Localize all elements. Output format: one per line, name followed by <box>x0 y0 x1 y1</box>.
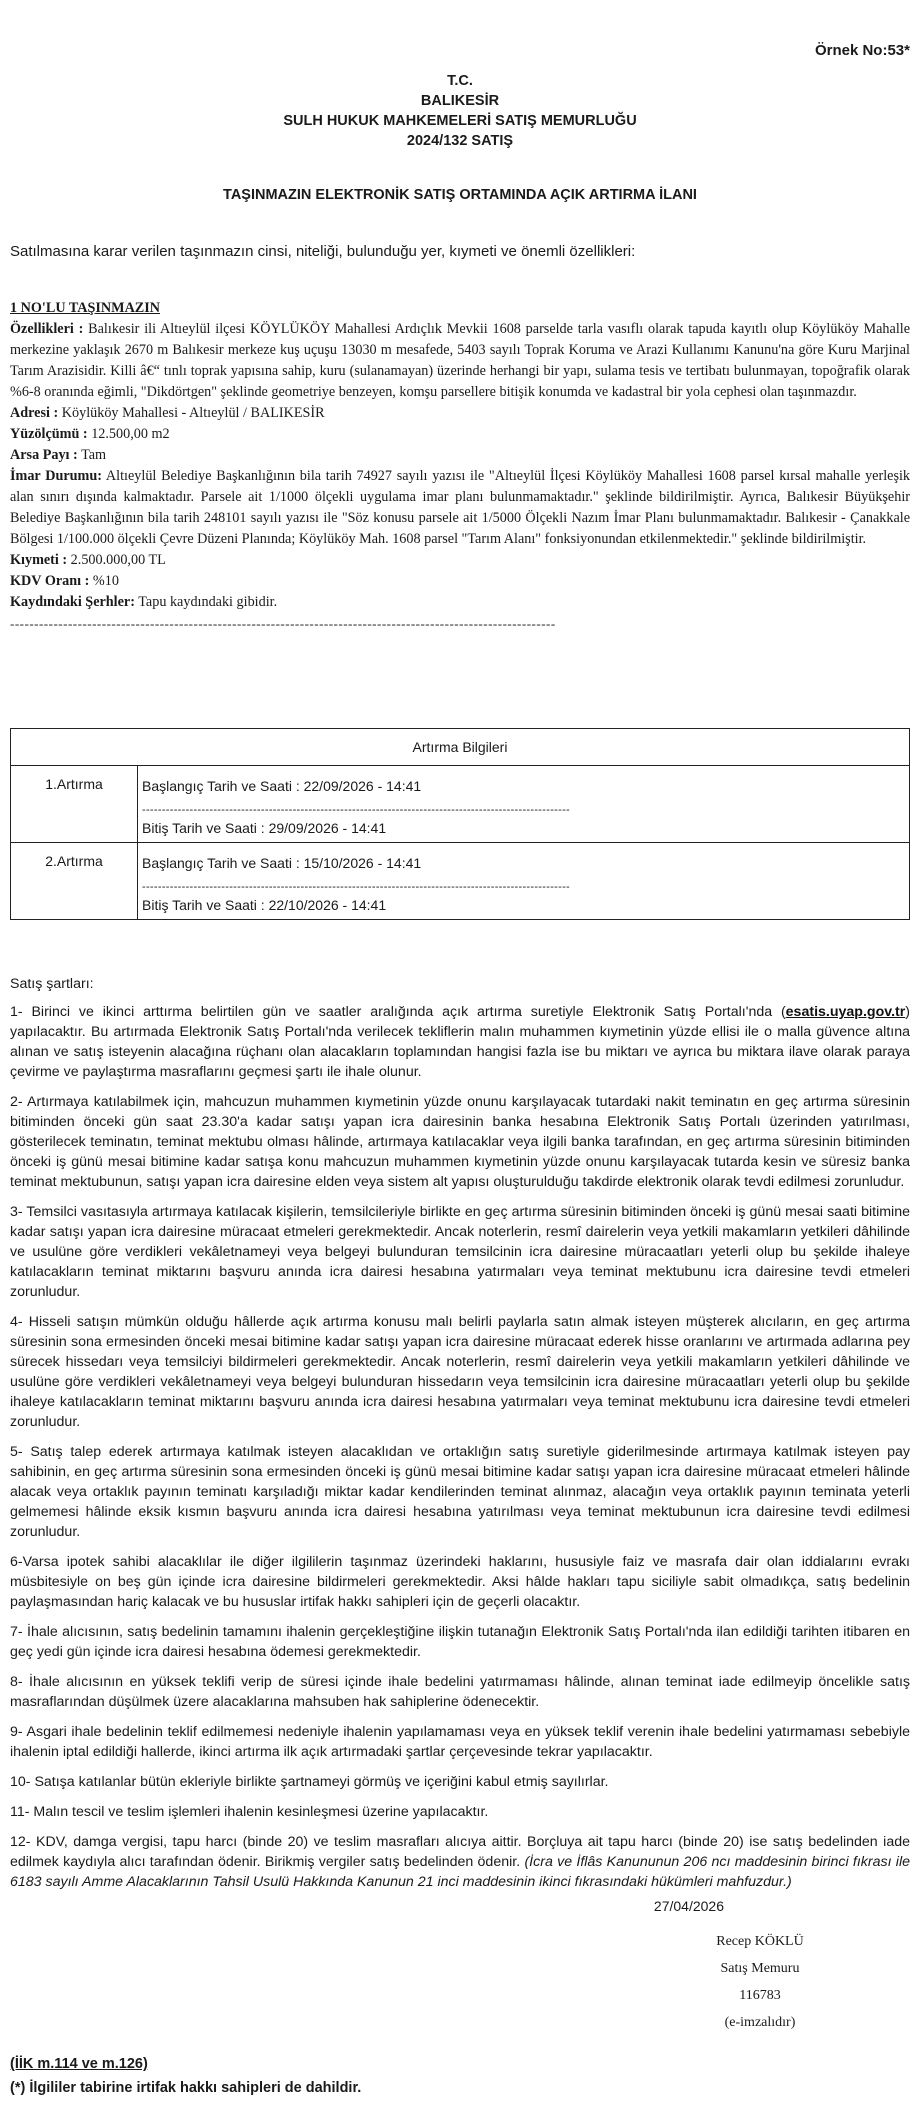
signer-role: Satış Memuru <box>720 1961 800 1976</box>
auction-dates-2 <box>138 843 910 920</box>
signature-block <box>700 1928 820 2036</box>
condition-9: 9- Asgari ihale bedelinin teklif edilmemesi nedeniyle ihalenin yapılamaması veya en yüksek teklif verenin ihale bedelini yatırmaması sebebiyle ihalenin iptal edildiği hallerde, ikinci artırma ilk açık artırmadaki şartlar çerçevesinde tekrar yapılacaktır. <box>10 1724 910 1760</box>
property-heading: 1 NO'LU TAŞINMAZIN <box>10 300 161 316</box>
auction-table-header: Artırma Bilgileri <box>11 729 910 766</box>
condition-12: 12- KDV, damga vergisi, tapu harcı (binde 20) ve teslim masrafları alıcıya aittir. Borçluya ait tapu harcı (binde 20) ise satış bedelinden iade edilmek kaydıyla alıcı tarafından ödenir. Birikmiş vergiler satış bedelinden ödenir. (İcra ve İflâs Kanununun 206 ncı maddesinin birinci fıkrası ile 6183 sayılı Amme Alacaklarının Tahsil Usulü Hakkında Kanunun 21 inci maddesinin ikinci fıkrasındaki hükümleri mahfuzdur.) <box>10 1834 910 1890</box>
table-row <box>11 766 910 843</box>
footnote: (*) İlgililer tabirine irtifak hakkı sahipleri de dahildir. <box>10 2080 362 2096</box>
conditions-lead: Satış şartları: <box>10 976 94 992</box>
auction-end-2: Bitiş Tarih ve Saati : 22/10/2026 - 14:41 <box>142 897 387 913</box>
signer-name: Recep KÖKLÜ <box>716 1934 804 1949</box>
condition-3: 3- Temsilci vasıtasıyla artırmaya katılacak kişilerin, temsilcileriyle birlikte en geç artırma süresinin bitiminden önceki iş günü mesai saati bitimine kadar satışı yapan icra dairesine müracaat etmeleri gerekmektedir. Ancak noterlerin, resmî dairelerin veya yetkili makamların yetkileri dâhilinde ve usulüne göre verdikleri vekâletnameyi veya belgeyi bulunduran temsilcinin icra dairesine müracaatları yeterli olup bu şekilde ihaleye katılacakların teminat miktarını başvuru anında icra dairesi hesabına yatırmaları veya teminat mektubunu icra dairesine tevdi etmeleri zorunludur. <box>10 1204 910 1300</box>
auction-end-1: Bitiş Tarih ve Saati : 29/09/2026 - 14:41 <box>142 820 387 836</box>
auction-start-1: Başlangıç Tarih ve Saati : 22/09/2026 - 14:41 <box>142 778 422 794</box>
property-encumbrance: Kaydındaki Şerhler: Tapu kaydındaki gibidir. <box>10 594 278 610</box>
condition-7: 7- İhale alıcısının, satış bedelinin tamamını ihalenin gerçekleştiğine ilişkin tutanağın Elektronik Satış Portalı'nda ilan edildiği tarihten itibaren en geç yedi gün içinde icra dairesi hesabına ödemesi gerekmektedir. <box>10 1624 910 1660</box>
sign-date: 27/04/2026 <box>653 1898 724 1914</box>
property-separator: ----------------------------------------------------------------------------------------------------------------- <box>10 616 556 631</box>
document-title: TAŞINMAZIN ELEKTRONİK SATIŞ ORTAMINDA AÇIK ARTIRMA İLANI <box>223 187 697 203</box>
condition-8: 8- İhale alıcısının en yüksek teklifi verip de süresi içinde ihale bedelini yatırmaması hâlinde, alınan teminat iade edilmeyip öncelikle satış masraflarından düşülmek üzere alacaklarına mahsuben hak sahiplerine ödenecektir. <box>10 1674 910 1710</box>
property-vat: KDV Oranı : %10 <box>10 573 119 589</box>
esatis-link[interactable]: esatis.uyap.gov.tr <box>785 1004 906 1020</box>
auction-divider-1: ------------------------------------------------------------------------------------------------------------ <box>142 804 571 816</box>
condition-1: 1- Birinci ve ikinci arttırma belirtilen gün ve saatler aralığında açık artırma suretiyle Elektronik Satış Portalı'nda (esatis.uyap.gov.tr) yapılacaktır. Bu artırmada Elektronik Satış Portalı'nda verilecek tekliflerin malın muhammen kıymetinin yüzde ellisi ile o malla güvence altına alınan ve satış isteyenin alacağına rüçhanı olan alacakların toplamından hangisi fazla ise bu miktarı ve ayrıca bu miktara ilave olarak paraya çevirme ve paylaştırma masraflarını geçmesi şartı ile ihale olunur. <box>10 1004 910 1080</box>
sample-number: Örnek No:53* <box>814 42 910 59</box>
header-line-city: BALIKESİR <box>420 93 500 109</box>
header-line-office: SULH HUKUK MAHKEMELERİ SATIŞ MEMURLUĞU <box>283 113 637 129</box>
sale-conditions <box>10 974 910 1892</box>
condition-11: 11- Malın tescil ve teslim işlemleri ihalenin kesinleşmesi üzerine yapılacaktır. <box>10 1804 489 1820</box>
signer-number: 116783 <box>739 1988 781 2003</box>
header-line-case: 2024/132 SATIŞ <box>406 133 514 149</box>
condition-2: 2- Artırmaya katılabilmek için, mahcuzun muhammen kıymetinin yüzde onunu karşılayacak tutardaki nakit teminatın en geç artırma süresinin bitiminden önceki gün saat 23.30'a kadar satışı yapan icra dairesinin banka hesabına Elektronik Satış Portalı üzerinden yatırılması, gösterilecek teminatın, teminat mektubu olması hâlinde, artırmaya katılacaklar veya ilgili banka tarafından, en geç artırma süresinin bitiminden önceki iş günü mesai bitimine kadar satışa konu mahcuzun muhammen kıymetinin yüzde onunu karşılayacak tutarda kesin ve süresiz banka teminat mektubunun, satışı yapan icra dairesine elden veya sistem alt yapısı oluşturulduğu takdirde elektronik olarak tevdi edilmesi zorunludur. <box>10 1094 910 1190</box>
e-signature-note: (e-imzalıdır) <box>724 2015 796 2030</box>
header-line-tc: T.C. <box>447 73 473 89</box>
auction-table-header-row <box>11 729 910 766</box>
condition-5: 5- Satış talep ederek artırmaya katılmak isteyen alacaklıdan ve ortaklığın satış suretiyle giderilmesinde artırmaya katılmak isteyen pay sahibinin, en geç artırma süresinin sona ermesinden önceki iş günü mesai bitimine kadar satışı yapan icra dairesine müracaat etmeleri hâlinde alacak veya ortaklık payının teminatı karşıladığı miktar kadar kendilerinden teminat alınmaz, alacağın veya ortaklık payının teminata yeterli gelmemesi hâlinde eksik kısmın başvuru anında icra dairesi hesabına yatırılması veya teminat mektubunun icra dairesine tevdi edilmesi zorunludur. <box>10 1444 910 1540</box>
table-row <box>11 843 910 920</box>
intro-text: Satılmasına karar verilen taşınmazın cinsi, niteliği, bulunduğu yer, kıymeti ve önemli özellikleri: <box>10 243 636 260</box>
document-header <box>10 71 910 151</box>
auction-label-2: 2.Artırma <box>11 843 138 920</box>
property-section <box>10 298 910 634</box>
property-area: Yüzölçümü : 12.500,00 m2 <box>10 426 170 442</box>
property-features: Özellikleri : Balıkesir ili Altıeylül ilçesi KÖYLÜKÖY Mahallesi Ardıçlık Mevkii 1608 parselde tarla vasıflı olarak tapuda kayıtlı olup Köylüköy Mahalle merkezine yaklaşık 2670 m Balıkesir merkeze kuş uçuşu 13030 m mesafede, 5403 sayılı Toprak Koruma ve Arazi Kullanımı Kanunu'na göre Kuru Marjinal Tarım Arazisidir. Killi â€“ tınlı toprak yapısına sahip, kuru (sulanamayan) üzerinde herhangi bir yapı, sulama tesis ve tertibatı bulunmayan, topoğrafik olarak %6-8 oranında eğimli, "Dikdörtgen" şeklinde geometriye benzeyen, komşu parsellere bitişik konumda ve kadastral bir yola cephesi olan taşınmazdır. <box>10 321 910 400</box>
auction-start-2: Başlangıç Tarih ve Saati : 15/10/2026 - 14:41 <box>142 855 422 871</box>
document-page <box>10 0 910 1914</box>
property-share: Arsa Payı : Tam <box>10 447 107 463</box>
auction-label-1: 1.Artırma <box>11 766 138 843</box>
footer-notes <box>10 2052 361 2100</box>
condition-6: 6-Varsa ipotek sahibi alacaklılar ile diğer ilgililerin taşınmaz üzerindeki haklarını, hususiyle faiz ve masrafa dair olan iddialarını evrakı müsbitesiyle on beş gün içinde icra dairesine bildirmeleri gerekmektedir. Aksi hâlde hakları tapu siciliyle sabit olmadıkça, satış bedelinin paylaşmasından hariç kalacak ve bu hususlar irtifak hakkı sahipleri için de geçerli olacaktır. <box>10 1554 910 1610</box>
auction-divider-2: ------------------------------------------------------------------------------------------------------------ <box>142 881 571 893</box>
auction-table <box>10 728 910 920</box>
property-zoning: İmar Durumu: Altıeylül Belediye Başkanlığının bila tarih 74927 sayılı yazısı ile "Altıeylül İlçesi Köylüköy Mahallesi 1608 parsel kırsal mahalle yerleşik alan sınırı dışında kalmaktadır. Parsele ait 1/1000 ölçekli uygulama imar planı bulunmamaktadır." şeklinde bildirilmiştir. Ayrıca, Balıkesir Büyükşehir Belediye Başkanlığının bila tarih 248101 sayılı yazısı ile "Söz konusu parsele ait 1/5000 Ölçekli Nazım İmar Planı bulunmamaktadır. Balıkesir - Çanakkale Bölgesi 1/100.000 ölçekli Çevre Düzeni Planında; Köylüköy Mah. 1608 parsel "Tarım Alanı" fonksiyonundan etkilenmektedir." şeklinde bildirilmiştir. <box>10 468 911 547</box>
property-address: Adresi : Köylüköy Mahallesi - Altıeylül / BALIKESİR <box>10 405 325 421</box>
auction-dates-1 <box>138 766 910 843</box>
condition-4: 4- Hisseli satışın mümkün olduğu hâllerde açık artırma konusu malı belirli paylarla satın almak isteyen müşterek alıcıların, en geç artırma süresinin sona ermesinden önceki mesai bitimine kadar satışı yapan icra dairesine müracaat ederek hisse oranlarını ve artırmada adlarına pey sürecek hissedarı veya temsilciyi bildirmeleri gerekmektedir. Ancak noterlerin, resmî dairelerin veya yetkili makamların yetkileri dâhilinde ve usulüne göre verdikleri vekâletnameyi veya belgeyi bulunduran hissedarın veya temsilcinin icra dairesine müracaatları yeterli olup bu şekilde ihaleye katılacakların teminat miktarını başvuru anında icra dairesi hesabına yatırmaları veya teminat mektubunu icra dairesine tevdi etmeleri zorunludur. <box>10 1314 910 1430</box>
law-reference: (İİK m.114 ve m.126) <box>10 2056 148 2072</box>
condition-10: 10- Satışa katılanlar bütün ekleriyle birlikte şartnameyi görmüş ve içeriğini kabul etmiş sayılırlar. <box>10 1774 609 1790</box>
property-value: Kıymeti : 2.500.000,00 TL <box>10 552 166 568</box>
